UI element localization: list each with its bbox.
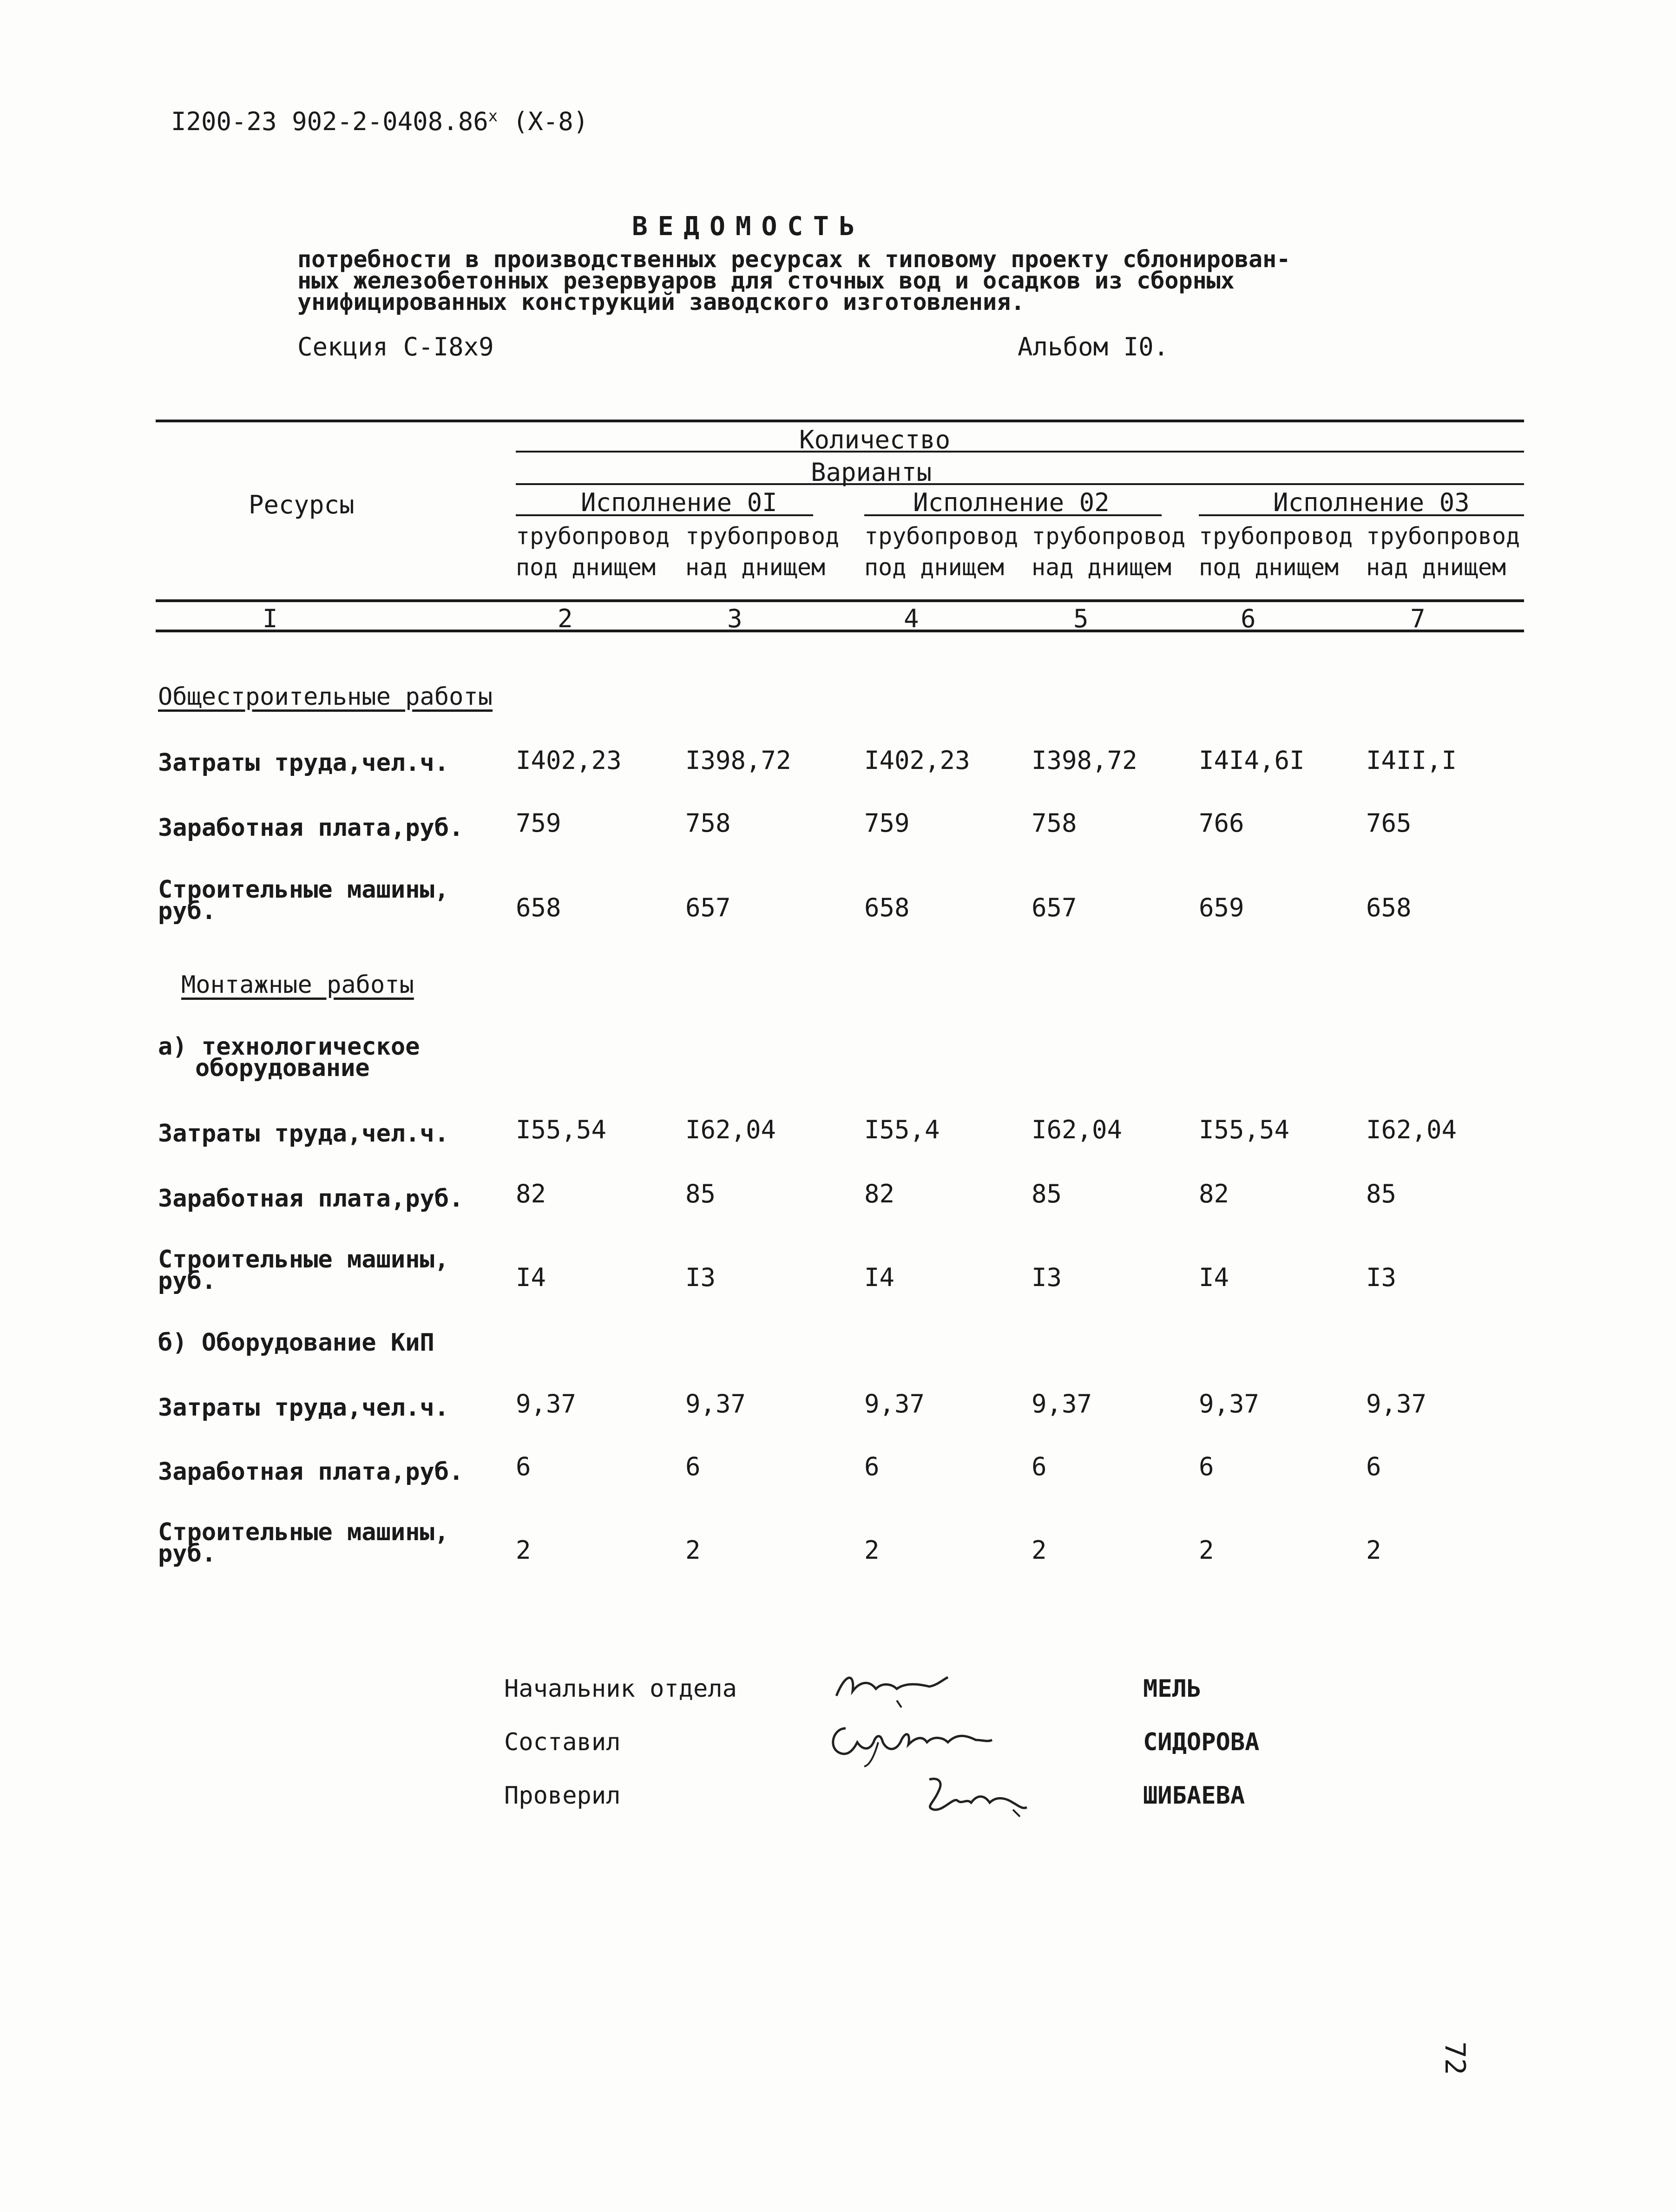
subcolumn-header: трубопровод [1032,523,1186,550]
column-number: 6 [1241,604,1256,633]
table-cell: 658 [864,893,910,922]
album-label: Альбом I0. [1018,332,1169,361]
subcolumn-header: трубопровод [1366,523,1520,550]
description-line-2: ных железобетонных резервуаров для сточных вод и осадков из сборных [297,267,1235,294]
execution-03-rule [1199,514,1524,516]
row-label: Затраты труда,чел.ч. [158,1120,449,1148]
table-cell: 9,37 [1032,1389,1092,1418]
table-cell: I4 [1199,1263,1229,1292]
table-top-rule [156,420,1524,422]
subcolumn-header: над днищем [1366,554,1506,581]
row-label: Строительные машины, [158,1518,449,1546]
row-label-continued: руб. [158,897,217,925]
section-assembly-works: Монтажные работы [181,971,414,999]
table-cell: 9,37 [1366,1389,1427,1418]
table-cell: 657 [685,893,731,922]
table-cell: 758 [1032,808,1077,838]
column-number: 3 [727,604,743,633]
table-cell: 2 [1032,1536,1047,1565]
table-cell: I62,04 [685,1115,776,1144]
table-cell: 6 [516,1452,531,1481]
subcolumn-header: над днищем [685,554,826,581]
table-cell: I4II,I [1366,746,1457,775]
table-cell: 6 [1199,1452,1214,1481]
table-cell: 659 [1199,893,1244,922]
table-cell: I55,4 [864,1115,940,1144]
table-cell: 9,37 [864,1389,925,1418]
row-label: Затраты труда,чел.ч. [158,749,449,777]
table-cell: 85 [685,1179,716,1208]
signature-role: Составил [504,1728,621,1756]
table-cell: 9,37 [516,1389,577,1418]
table-cell: I3 [1032,1263,1062,1292]
table-cell: I402,23 [864,746,970,775]
subcolumn-header: трубопровод [1199,523,1353,550]
table-cell: 658 [516,893,561,922]
column-number: 4 [904,604,919,633]
signature-name: МЕЛЬ [1143,1675,1202,1703]
table-cell: I4I4,6I [1199,746,1305,775]
table-cell: 758 [685,808,731,838]
column-number: I [263,604,278,633]
variants-header: Варианты [811,458,932,487]
table-cell: 658 [1366,893,1412,922]
execution-01-rule [516,514,813,516]
table-cell: I55,54 [1199,1115,1290,1144]
table-cell: 85 [1032,1179,1062,1208]
subcolumn-header: под днищем [516,554,656,581]
page-number: 72 [1439,2041,1472,2075]
subcolumn-header: трубопровод [685,523,840,550]
table-cell: 2 [1199,1536,1214,1565]
execution-02-rule [864,514,1162,516]
description-line-1: потребности в производственных ресурсах к типовому проекту сблонирован- [297,246,1291,273]
signature-name: СИДОРОВА [1143,1728,1260,1756]
resources-header: Ресурсы [249,490,355,519]
table-cell: 6 [1032,1452,1047,1481]
table-cell: I4 [516,1263,546,1292]
table-cell: 9,37 [685,1389,746,1418]
table-cell: 2 [685,1536,701,1565]
table-cell: I3 [1366,1263,1397,1292]
document-code [171,107,588,136]
row-label: Заработная плата,руб. [158,1458,464,1486]
table-cell: 2 [1366,1536,1381,1565]
column-number: 7 [1410,604,1426,633]
table-cell: 6 [864,1452,880,1481]
column-number: 5 [1073,604,1089,633]
table-cell: 6 [685,1452,701,1481]
signature-role: Проверил [504,1782,621,1810]
row-label: Строительные машины, [158,876,449,904]
document-title: ВЕДОМОСТЬ [632,211,865,242]
row-label: Заработная плата,руб. [158,1185,464,1213]
subcolumn-header: под днищем [1199,554,1339,581]
table-cell: 759 [516,808,561,838]
document-code-superscript: x [488,107,498,125]
description-line-3: унифицированных конструкций заводского изготовления. [297,289,1025,315]
subsection-b: б) Оборудование КиП [158,1329,434,1357]
table-cell: I398,72 [685,746,791,775]
row-label-continued: руб. [158,1540,217,1568]
section-label: Секция С-I8х9 [297,332,494,361]
table-cell: I55,54 [516,1115,607,1144]
execution-02-header: Исполнение 02 [913,488,1110,517]
column-numbers-rule [156,630,1524,632]
document-code-suffix: (X-8) [498,107,589,136]
row-label: Заработная плата,руб. [158,814,464,842]
header-bottom-rule [156,599,1524,602]
subsection-a: а) технологическое [158,1033,420,1061]
subcolumn-header: трубопровод [516,523,670,550]
table-cell: 82 [864,1179,895,1208]
quantity-header: Количество [799,425,951,454]
table-cell: 766 [1199,808,1244,838]
handwritten-signature-3 [920,1770,1032,1821]
signature-name: ШИБАЕВА [1143,1782,1245,1810]
table-cell: 82 [1199,1179,1229,1208]
table-cell: I62,04 [1366,1115,1457,1144]
subcolumn-header: под днищем [864,554,1005,581]
execution-03-header: Исполнение 03 [1273,488,1470,517]
section-general-works: Общестроительные работы [158,683,493,711]
table-cell: 2 [864,1536,880,1565]
row-label: Затраты труда,чел.ч. [158,1394,449,1422]
subcolumn-header: трубопровод [864,523,1019,550]
row-label-continued: руб. [158,1267,217,1295]
table-cell: 9,37 [1199,1389,1260,1418]
subsection-a-continued: оборудование [195,1054,370,1082]
table-cell: 759 [864,808,910,838]
document-code-prefix: I200-23 902-2-0408.86 [171,107,488,136]
table-cell: I62,04 [1032,1115,1123,1144]
variants-rule [516,483,1524,485]
handwritten-signature-1 [832,1663,953,1714]
signature-role: Начальник отдела [504,1675,737,1703]
handwritten-signature-2 [822,1714,999,1770]
execution-01-header: Исполнение 0I [581,488,777,517]
column-number: 2 [558,604,573,633]
table-cell: 85 [1366,1179,1397,1208]
table-cell: 82 [516,1179,546,1208]
table-cell: I402,23 [516,746,622,775]
table-cell: I3 [685,1263,716,1292]
table-cell: 765 [1366,808,1412,838]
table-cell: 6 [1366,1452,1381,1481]
table-cell: 2 [516,1536,531,1565]
table-cell: 657 [1032,893,1077,922]
table-cell: I398,72 [1032,746,1137,775]
row-label: Строительные машины, [158,1246,449,1273]
table-cell: I4 [864,1263,895,1292]
subcolumn-header: над днищем [1032,554,1172,581]
quantity-rule [516,451,1524,453]
